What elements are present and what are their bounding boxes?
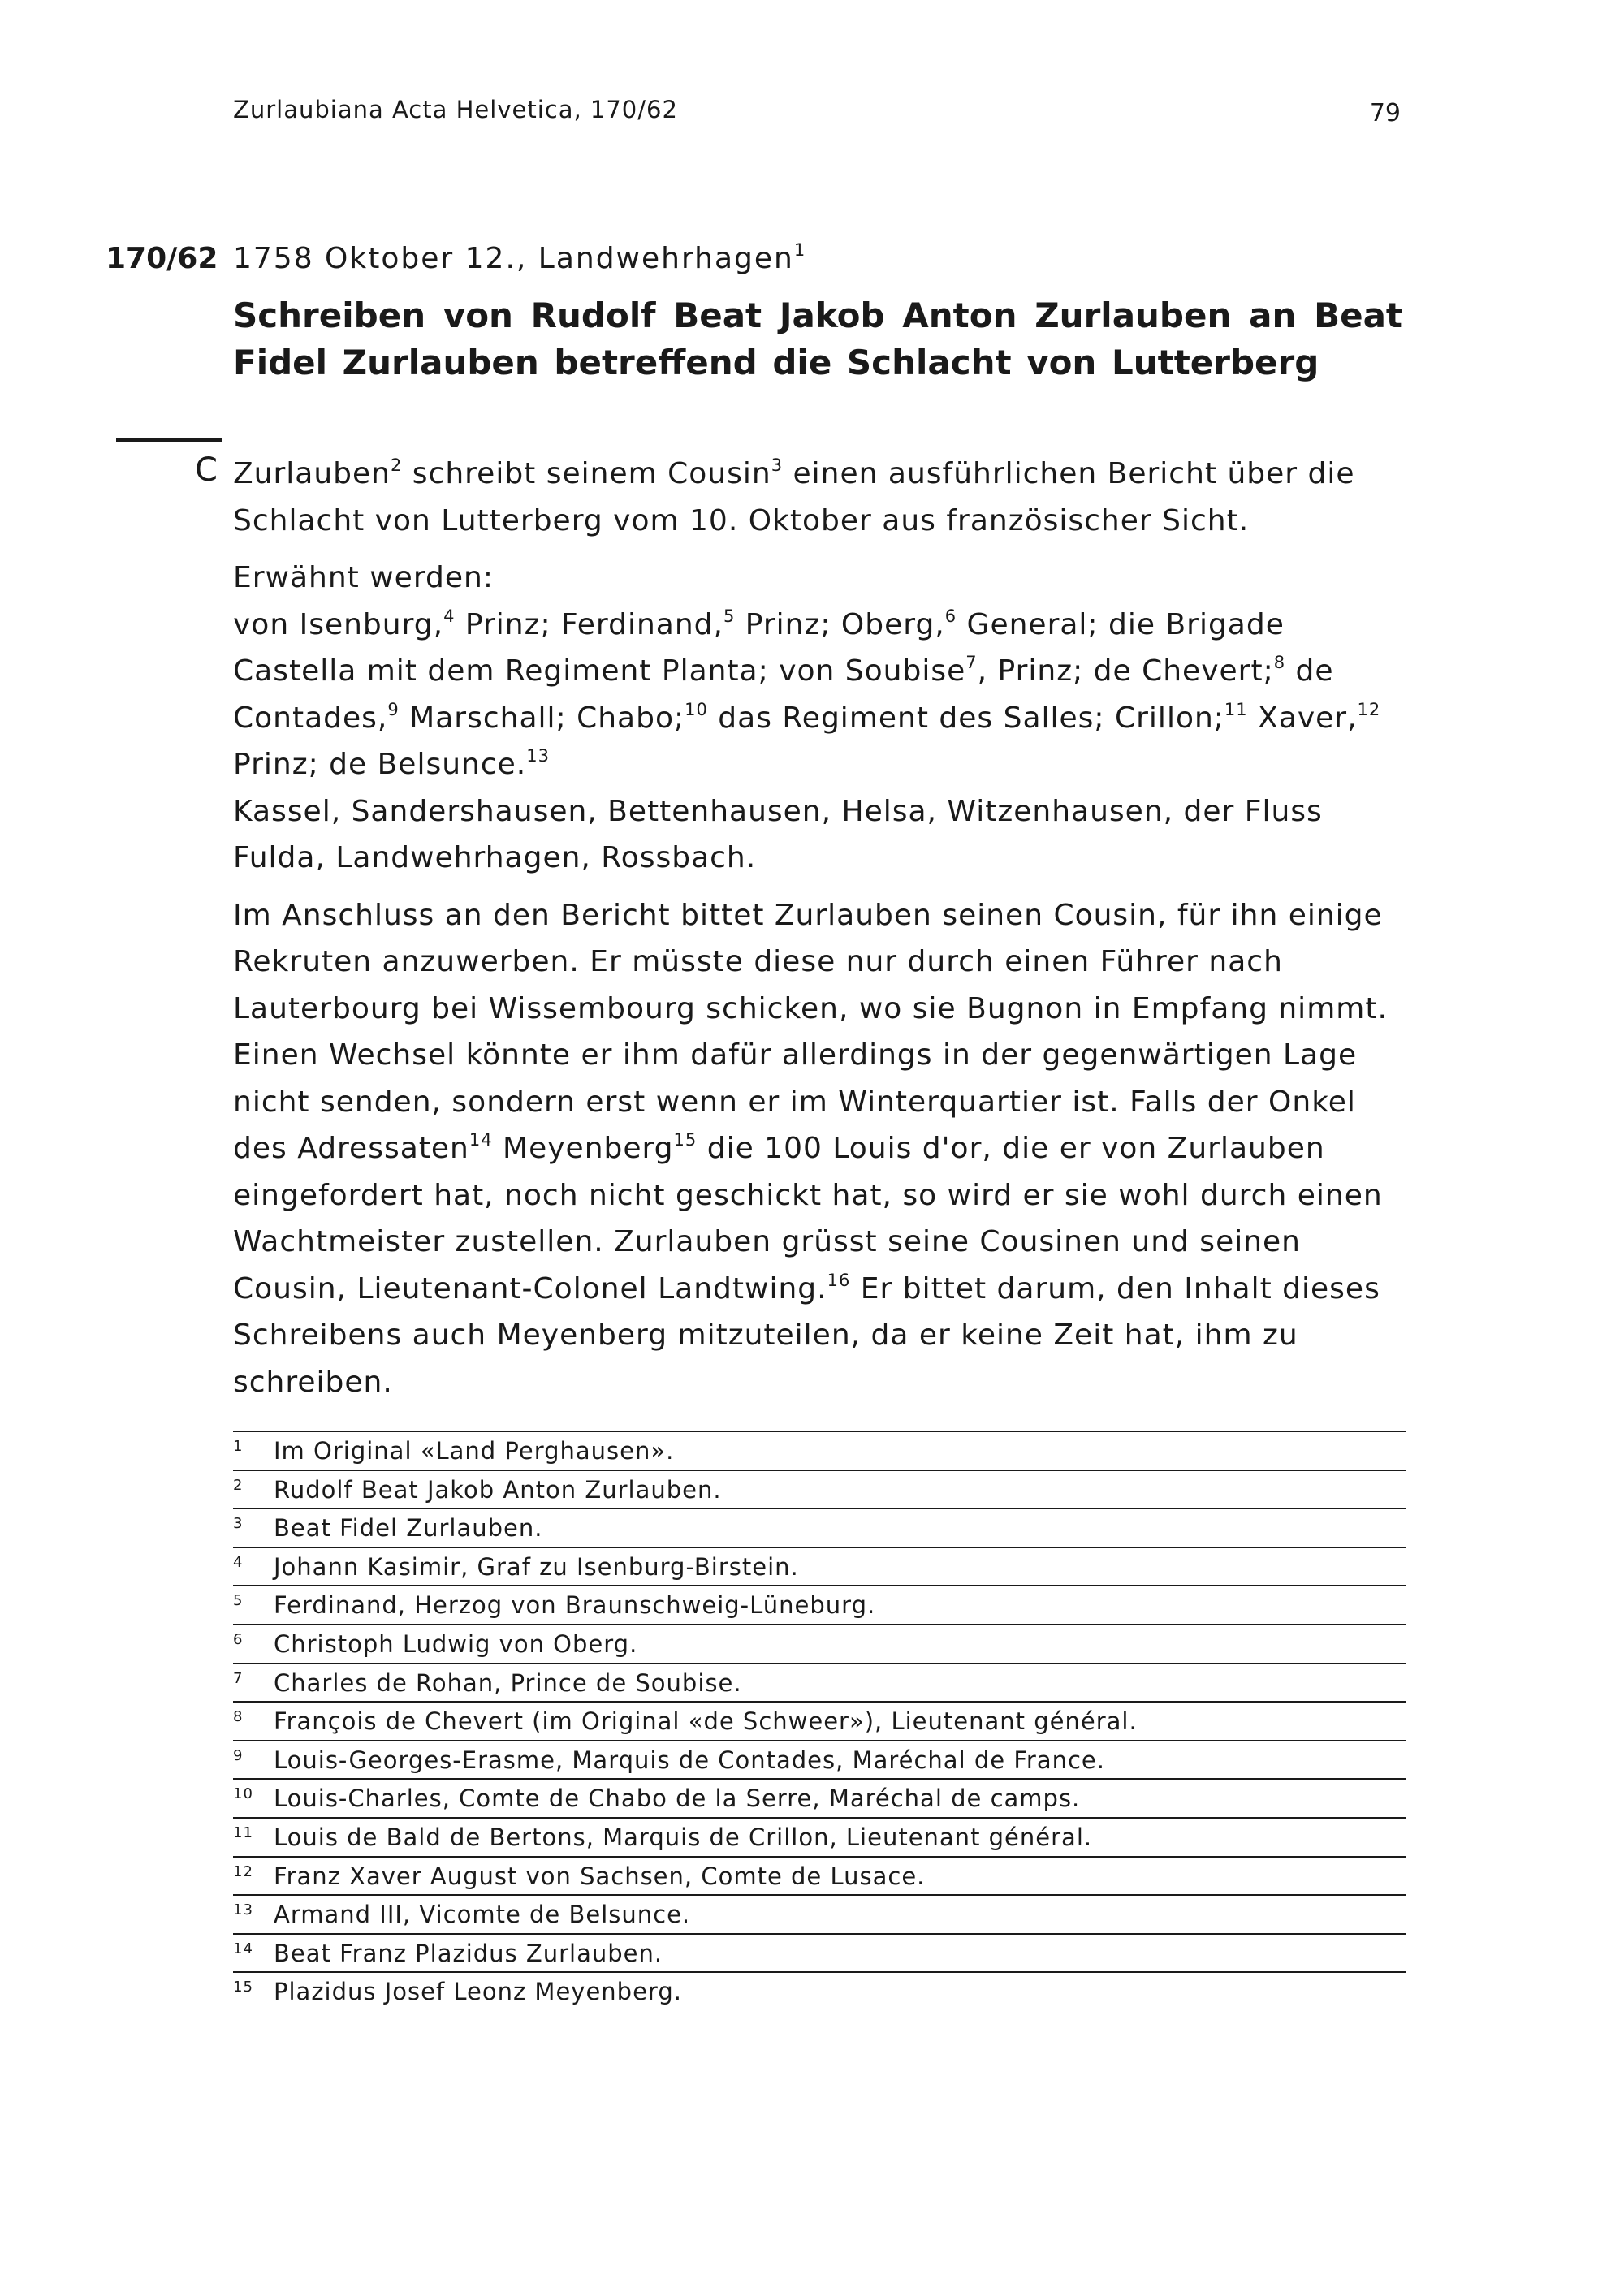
text-run: de Contades, (233, 654, 1334, 735)
text-run: General; die Brigade Castella mit dem Regiment Planta; von Soubise (233, 607, 1285, 688)
footnote-item (233, 1509, 1406, 1548)
entry-title: Schreiben von Rudolf Beat Jakob Anton Zurlauben an Beat Fidel Zurlauben betreffend die Schlacht von Lutterberg (233, 296, 1402, 382)
regest (233, 451, 1410, 1416)
footnote-text: Christoph Ludwig von Oberg. (274, 1629, 638, 1658)
text-run: von Isenburg, (233, 607, 444, 641)
footnote-text: Im Original «Land Perghausen». (274, 1437, 675, 1465)
text-run: einen ausführlichen Bericht über die Schlacht von Lutterberg vom 10. Oktober aus französischer Sicht. (233, 457, 1355, 537)
regest-request (233, 892, 1410, 1406)
footnote-ref: 5 (723, 606, 736, 626)
footnote-item (233, 1471, 1406, 1510)
footnote-number: 3 (233, 1515, 244, 1533)
footnote-item (233, 1548, 1406, 1587)
footnote-item (233, 1973, 1406, 2012)
footnote-number: 15 (233, 1979, 253, 1996)
section-rule (116, 438, 222, 442)
footnote-number: 7 (233, 1669, 244, 1687)
footnote-ref: 10 (685, 699, 708, 719)
footnote-text: Franz Xaver August von Sachsen, Comte de Lusace. (274, 1862, 926, 1890)
footnote-text: Beat Fidel Zurlauben. (274, 1514, 543, 1543)
footnote-text: Armand III, Vicomte de Belsunce. (274, 1901, 691, 1929)
footnote-ref: 3 (771, 455, 784, 475)
footnote-ref: 8 (1273, 653, 1286, 672)
footnote-number: 9 (233, 1746, 244, 1764)
footnote-ref: 2 (390, 455, 403, 475)
footnote-ref: 11 (1224, 699, 1248, 719)
text-run: schreibt seinem Cousin (402, 457, 771, 490)
entry-date-place (233, 242, 806, 275)
footnote-ref: 6 (944, 606, 957, 626)
footnote-ref: 7 (965, 653, 978, 672)
footnote-number: 6 (233, 1630, 244, 1648)
footnote-item (233, 1664, 1406, 1703)
mentioned-label: Erwähnt werden: (233, 561, 494, 594)
text-run: Zurlauben (233, 457, 391, 490)
footnote-item (233, 1935, 1406, 1974)
places-list: Kassel, Sandershausen, Bettenhausen, Helsa, Witzenhausen, der Fluss Fulda, Landwehrhagen, Rossbach. (233, 794, 1323, 874)
footnote-text: Beat Franz Plazidus Zurlauben. (274, 1939, 663, 1967)
footnote-text: Louis de Bald de Bertons, Marquis de Crillon, Lieutenant général. (274, 1823, 1093, 1851)
date-place-text: 1758 Oktober 12., Landwehrhagen (233, 242, 794, 275)
footnote-ref: 12 (1357, 699, 1381, 719)
footnotes (233, 1431, 1406, 2012)
footnote-number: 2 (233, 1476, 244, 1494)
margin-mark: C (195, 451, 218, 489)
text-run: Prinz; Oberg, (735, 607, 945, 641)
footnote-item (233, 1432, 1406, 1471)
entry-number: 170/62 (106, 242, 218, 275)
regest-summary (233, 451, 1410, 544)
text-run: , Prinz; de Chevert; (977, 654, 1274, 688)
text-run: Meyenberg (492, 1132, 674, 1165)
text-run: die 100 Louis d'or, die er von Zurlauben eingefordert hat, noch nicht geschickt hat, so wird er sie wohl durch einen Wachtmeister zustellen. Zurlauben grüsst seine Cousinen und seinen Cousin, Lieutenant-Colonel Landtwing. (233, 1132, 1383, 1306)
footnote-text: Plazidus Josef Leonz Meyenberg. (274, 1978, 682, 2006)
footnote-number: 5 (233, 1592, 244, 1610)
footnote-item (233, 1780, 1406, 1819)
footnote-item (233, 1625, 1406, 1664)
footnote-number: 14 (233, 1940, 253, 1957)
text-run: Marschall; Chabo; (399, 701, 685, 735)
footnote-text: Rudolf Beat Jakob Anton Zurlauben. (274, 1475, 722, 1504)
footnote-item (233, 1819, 1406, 1858)
text-run: Im Anschluss an den Bericht bittet Zurlauben seinen Cousin, für ihn einige Rekruten anzuwerben. Er müsste diese nur durch einen Führer nach Lauterbourg bei Wissembourg schicken, wo sie Bugnon in Empfang nimmt. Einen Wechsel könnte er ihm dafür allerdings in der gegenwärtigen Lage nicht senden, sondern erst wenn er im Winterquartier ist. Falls der Onkel des Adressaten (233, 898, 1388, 1165)
text-run: Er bittet darum, den Inhalt dieses Schreibens auch Meyenberg mitzuteilen, da er keine Zeit hat, ihm zu schreiben. (233, 1271, 1380, 1399)
footnote-item (233, 1703, 1406, 1741)
footnote-ref: 4 (443, 606, 456, 626)
regest-mentions (233, 555, 1410, 882)
footnote-ref: 9 (387, 699, 400, 719)
footnote-item (233, 1586, 1406, 1625)
footnote-text: François de Chevert (im Original «de Schweer»), Lieutenant général. (274, 1707, 1138, 1736)
footnote-number: 13 (233, 1901, 253, 1919)
footnote-number: 4 (233, 1553, 244, 1571)
footnote-ref: 13 (526, 746, 550, 766)
footnote-ref: 1 (793, 240, 807, 260)
footnote-number: 12 (233, 1862, 253, 1880)
running-header: Zurlaubiana Acta Helvetica, 170/62 (233, 96, 678, 123)
footnote-text: Ferdinand, Herzog von Braunschweig-Lüneburg. (274, 1591, 876, 1620)
footnote-number: 8 (233, 1708, 244, 1726)
footnote-ref: 15 (673, 1130, 698, 1150)
text-run: das Regiment des Salles; Crillon; (707, 701, 1224, 735)
footnote-text: Louis-Charles, Comte de Chabo de la Serre, Maréchal de camps. (274, 1785, 1081, 1813)
footnote-ref: 16 (827, 1270, 851, 1290)
footnote-number: 11 (233, 1823, 253, 1841)
footnote-text: Johann Kasimir, Graf zu Isenburg-Birstein. (274, 1552, 799, 1581)
page-number: 79 (1369, 99, 1401, 127)
text-run: Prinz; Ferdinand, (455, 607, 723, 641)
text-run: Prinz; de Belsunce. (233, 748, 527, 781)
footnote-ref: 14 (469, 1130, 493, 1150)
footnote-item (233, 1896, 1406, 1935)
footnote-number: 1 (233, 1438, 244, 1455)
footnote-item (233, 1858, 1406, 1897)
footnote-number: 10 (233, 1785, 253, 1803)
footnote-text: Charles de Rohan, Prince de Soubise. (274, 1668, 742, 1697)
text-run: Xaver, (1247, 701, 1358, 735)
footnote-text: Louis-Georges-Erasme, Marquis de Contades, Maréchal de France. (274, 1746, 1105, 1774)
footnote-item (233, 1741, 1406, 1780)
